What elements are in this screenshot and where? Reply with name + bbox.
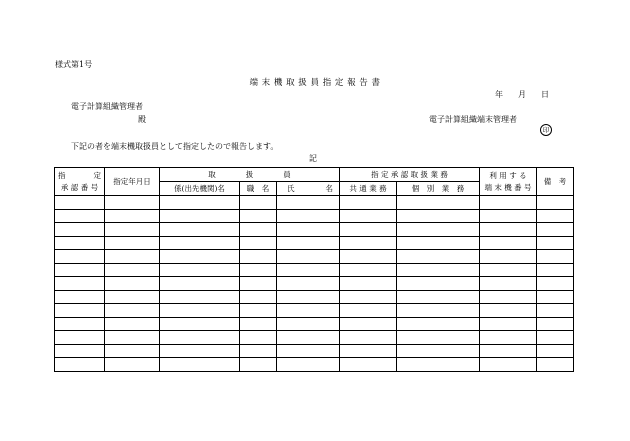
section-name-header: 係(出先機関)名 (160, 182, 240, 196)
table-cell (105, 277, 160, 291)
table-cell (240, 209, 277, 223)
table-cell (480, 250, 537, 264)
table-cell (340, 304, 397, 318)
table-cell (397, 196, 480, 210)
table-row (55, 290, 574, 304)
individual-duties-header: 個 別 業 務 (397, 182, 480, 196)
table-cell (537, 344, 574, 358)
table-cell (105, 209, 160, 223)
table-row (55, 358, 574, 372)
table-cell (105, 344, 160, 358)
table-cell (277, 277, 340, 291)
table-cell (397, 277, 480, 291)
table-row (55, 317, 574, 331)
table-cell (160, 317, 240, 331)
table-cell (480, 209, 537, 223)
table-cell (397, 331, 480, 345)
table-cell (537, 331, 574, 345)
table-cell (105, 236, 160, 250)
table-cell (160, 290, 240, 304)
table-cell (160, 304, 240, 318)
table-cell (537, 277, 574, 291)
table-cell (160, 344, 240, 358)
table-cell (340, 344, 397, 358)
terminal-number-header: 利 用 す る 端 末 機 番 号 (480, 168, 537, 196)
table-cell (55, 344, 105, 358)
job-title-header: 職 名 (240, 182, 277, 196)
table-cell (160, 209, 240, 223)
table-cell (397, 358, 480, 372)
table-cell (105, 290, 160, 304)
table-cell (277, 290, 340, 304)
table-cell (480, 304, 537, 318)
designation-date-header: 指定年月日 (105, 168, 160, 196)
document-title: 端 末 機 取 扱 員 指 定 報 告 書 (249, 78, 381, 88)
table-cell (277, 236, 340, 250)
table-row (55, 223, 574, 237)
sender-organization: 電子計算組織端末管理者 (429, 115, 517, 124)
table-cell (397, 263, 480, 277)
table-cell (55, 304, 105, 318)
table-cell (397, 317, 480, 331)
table-cell (537, 290, 574, 304)
table-cell (55, 317, 105, 331)
table-cell (277, 317, 340, 331)
table-cell (340, 317, 397, 331)
table-row (55, 344, 574, 358)
table-cell (240, 236, 277, 250)
table-cell (397, 344, 480, 358)
table-cell (105, 317, 160, 331)
table-cell (480, 331, 537, 345)
table-cell (537, 263, 574, 277)
table-cell (105, 304, 160, 318)
table-cell (240, 331, 277, 345)
table-cell (105, 358, 160, 372)
table-cell (277, 263, 340, 277)
table-cell (55, 358, 105, 372)
date-year-label: 年 (495, 90, 503, 99)
table-cell (160, 331, 240, 345)
table-cell (240, 304, 277, 318)
table-row (55, 331, 574, 345)
table-cell (160, 358, 240, 372)
table-cell (105, 196, 160, 210)
table-cell (537, 223, 574, 237)
addressee-organization: 電子計算組織管理者 (71, 102, 143, 111)
table-row (55, 250, 574, 264)
table-cell (340, 196, 397, 210)
table-cell (537, 317, 574, 331)
table-cell (55, 236, 105, 250)
table-cell (160, 277, 240, 291)
table-cell (240, 196, 277, 210)
table-cell (160, 223, 240, 237)
table-cell (240, 290, 277, 304)
table-cell (397, 236, 480, 250)
table-cell (537, 236, 574, 250)
table-row (55, 209, 574, 223)
table-cell (55, 209, 105, 223)
table-cell (397, 290, 480, 304)
intro-text: 下記の者を端末機取扱員として指定したので報告します。 (71, 142, 279, 151)
table-cell (277, 209, 340, 223)
table-cell (340, 263, 397, 277)
table-cell (55, 223, 105, 237)
table-cell (55, 250, 105, 264)
table-cell (55, 277, 105, 291)
table-cell (277, 358, 340, 372)
table-cell (480, 223, 537, 237)
table-cell (160, 236, 240, 250)
table-row (55, 196, 574, 210)
table-cell (340, 209, 397, 223)
table-cell (240, 223, 277, 237)
addressee-honorific: 殿 (138, 115, 146, 124)
form-number: 様式第1号 (55, 60, 93, 69)
table-cell (340, 290, 397, 304)
table-cell (480, 344, 537, 358)
table-cell (240, 277, 277, 291)
table-cell (340, 223, 397, 237)
table-row (55, 263, 574, 277)
table-cell (240, 250, 277, 264)
table-cell (55, 331, 105, 345)
table-cell (160, 196, 240, 210)
table-cell (240, 263, 277, 277)
table-cell (397, 209, 480, 223)
table-cell (105, 331, 160, 345)
table-cell (397, 223, 480, 237)
table-cell (105, 263, 160, 277)
table-cell (240, 344, 277, 358)
table-cell (105, 250, 160, 264)
handler-table (54, 167, 574, 372)
record-label: 記 (309, 154, 317, 163)
table-cell (277, 331, 340, 345)
table-cell (397, 250, 480, 264)
table-cell (537, 358, 574, 372)
date-line (495, 89, 549, 100)
table-cell (240, 358, 277, 372)
table-cell (480, 317, 537, 331)
table-cell (55, 290, 105, 304)
remarks-header: 備 考 (537, 168, 574, 196)
table-cell (55, 196, 105, 210)
date-month-label: 月 (518, 90, 526, 99)
table-cell (480, 196, 537, 210)
table-cell (537, 304, 574, 318)
table-cell (105, 223, 160, 237)
approval-number-header: 指 定 承 認 番 号 (55, 168, 105, 196)
table-cell (277, 304, 340, 318)
table-cell (397, 304, 480, 318)
full-name-header: 氏 名 (277, 182, 340, 196)
table-cell (480, 236, 537, 250)
table-cell (480, 277, 537, 291)
table-cell (277, 223, 340, 237)
table-cell (160, 263, 240, 277)
table-cell (277, 196, 340, 210)
table-cell (340, 358, 397, 372)
table-cell (240, 317, 277, 331)
table-cell (160, 250, 240, 264)
table-cell (480, 358, 537, 372)
table-cell (340, 277, 397, 291)
table-cell (537, 250, 574, 264)
approved-duties-header: 指 定 承 認 取 扱 業 務 (340, 168, 480, 182)
handler-group-header: 取 扱 員 (160, 168, 340, 182)
table-cell (340, 331, 397, 345)
table-cell (480, 290, 537, 304)
table-cell (340, 236, 397, 250)
table-cell (537, 196, 574, 210)
table-cell (340, 250, 397, 264)
seal-mark: 印 (540, 124, 552, 136)
table-cell (277, 250, 340, 264)
date-day-label: 日 (541, 90, 549, 99)
table-row (55, 304, 574, 318)
table-cell (55, 263, 105, 277)
table-cell (277, 344, 340, 358)
table-cell (537, 209, 574, 223)
table-row (55, 277, 574, 291)
table-cell (480, 263, 537, 277)
common-duties-header: 共 通 業 務 (340, 182, 397, 196)
table-row (55, 236, 574, 250)
